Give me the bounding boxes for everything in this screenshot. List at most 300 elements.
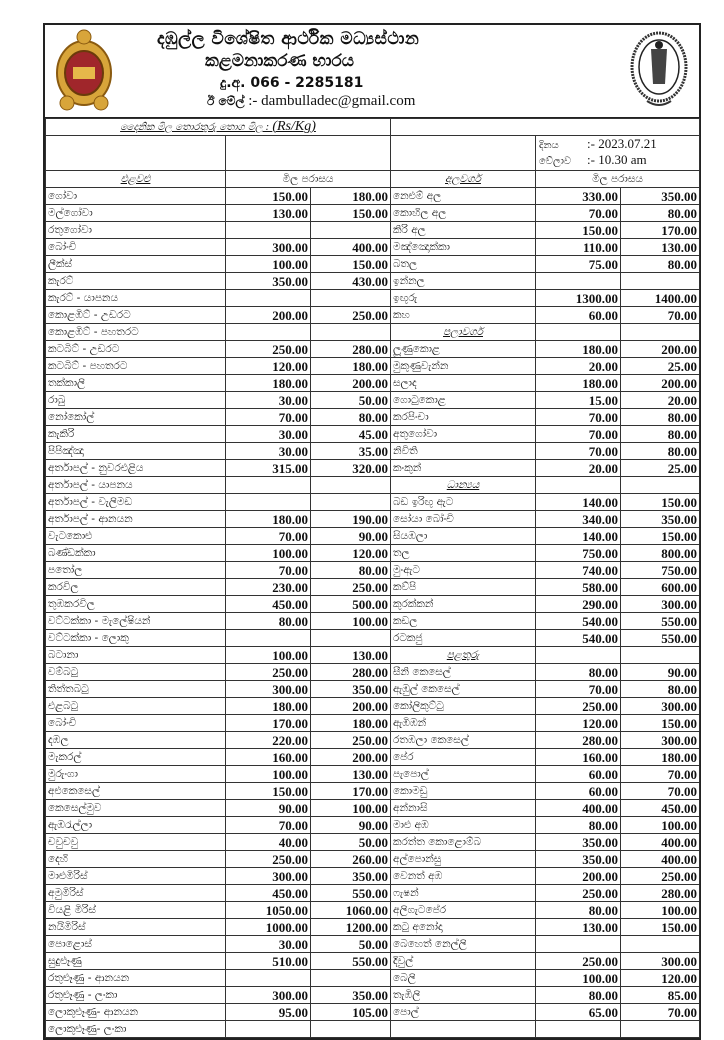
min-price: 300.00	[226, 681, 311, 698]
min-price: 120.00	[226, 358, 311, 375]
item-name: ඉන්නල	[391, 273, 536, 290]
table-row	[46, 647, 700, 664]
subtitle	[46, 119, 391, 136]
min-price: 140.00	[536, 494, 621, 511]
max-price: 180.00	[311, 188, 391, 205]
max-price: 300.00	[621, 732, 700, 749]
min-price: 740.00	[536, 562, 621, 579]
max-price: 150.00	[621, 919, 700, 936]
table-row	[46, 426, 700, 443]
item-name: මුරුංගා	[46, 766, 226, 783]
min-price	[226, 324, 311, 341]
max-price: 80.00	[621, 205, 700, 222]
table-row	[46, 919, 700, 936]
table-row	[46, 664, 700, 681]
max-price: 130.00	[621, 239, 700, 256]
letterhead	[45, 25, 699, 118]
min-price: 80.00	[536, 664, 621, 681]
table-row	[46, 681, 700, 698]
price-sheet	[43, 23, 701, 1040]
min-price: 1300.00	[536, 290, 621, 307]
max-price: 350.00	[621, 188, 700, 205]
min-price	[226, 1021, 311, 1038]
min-price	[226, 494, 311, 511]
min-price: 70.00	[226, 409, 311, 426]
item-name: කටු අනෝදා	[391, 919, 536, 936]
max-price: 45.00	[311, 426, 391, 443]
max-price: 250.00	[621, 868, 700, 885]
max-price: 250.00	[311, 307, 391, 324]
max-price: 400.00	[621, 834, 700, 851]
time-label: වේලාව	[539, 156, 572, 167]
item-name: අර්තාපල් - යාපනය	[46, 477, 226, 494]
max-price: 100.00	[311, 800, 391, 817]
min-price: 300.00	[226, 987, 311, 1004]
item-name: වට්ටක්කා - මැලේෂියන්	[46, 613, 226, 630]
date-value: :- 2023.07.21	[587, 136, 657, 151]
min-price: 60.00	[536, 307, 621, 324]
min-price: 30.00	[226, 392, 311, 409]
max-price: 400.00	[311, 239, 391, 256]
item-name: අර්තාපල් - නුවරඑළිය	[46, 460, 226, 477]
table-row	[46, 460, 700, 477]
blank-cell	[536, 477, 621, 494]
max-price: 450.00	[621, 800, 700, 817]
item-name: ලීක්ස්	[46, 256, 226, 273]
min-price: 330.00	[536, 188, 621, 205]
max-price: 50.00	[311, 936, 391, 953]
max-price: 350.00	[311, 868, 391, 885]
min-price: 250.00	[226, 341, 311, 358]
table-row	[46, 902, 700, 919]
left-category-header: එළවළු	[46, 171, 226, 188]
min-price: 1000.00	[226, 919, 311, 936]
min-price: 80.00	[536, 817, 621, 834]
min-price: 180.00	[536, 375, 621, 392]
right-category-header: අලවර්ග	[391, 171, 536, 188]
max-price: 80.00	[621, 409, 700, 426]
item-name: කැරට්	[46, 273, 226, 290]
item-name: මැකරල්	[46, 749, 226, 766]
min-price: 20.00	[536, 358, 621, 375]
max-price: 260.00	[311, 851, 391, 868]
item-name: ඇඹිඹන්	[391, 715, 536, 732]
max-price: 150.00	[311, 256, 391, 273]
item-name: කහ	[391, 307, 536, 324]
min-price: 140.00	[536, 528, 621, 545]
max-price: 280.00	[311, 664, 391, 681]
min-price: 80.00	[226, 613, 311, 630]
min-price: 110.00	[536, 239, 621, 256]
min-price	[536, 1021, 621, 1038]
item-name: මාළු අඹ	[391, 817, 536, 834]
min-price: 130.00	[226, 205, 311, 222]
max-price	[311, 477, 391, 494]
item-name: ලොකුළූණු- ආනයන	[46, 1004, 226, 1021]
min-price: 70.00	[536, 409, 621, 426]
max-price	[311, 970, 391, 987]
min-price: 30.00	[226, 936, 311, 953]
min-price: 350.00	[536, 834, 621, 851]
max-price: 550.00	[311, 953, 391, 970]
email-address: :- dambulladec@gmail.com	[248, 93, 416, 109]
max-price: 320.00	[311, 460, 391, 477]
max-price: 300.00	[621, 953, 700, 970]
min-price: 100.00	[226, 545, 311, 562]
item-name: මඤ්ඤොක්කා	[391, 239, 536, 256]
max-price	[311, 290, 391, 307]
table-row	[46, 290, 700, 307]
min-price: 300.00	[226, 868, 311, 885]
min-price: 70.00	[226, 562, 311, 579]
blank-cell	[536, 324, 621, 341]
table-row	[46, 307, 700, 324]
max-price	[311, 222, 391, 239]
min-price: 160.00	[536, 749, 621, 766]
date-label: දිනය	[539, 140, 559, 151]
max-price: 1060.00	[311, 902, 391, 919]
max-price: 105.00	[311, 1004, 391, 1021]
max-price: 150.00	[311, 205, 391, 222]
item-name: බෙහෙත් නෙල්ලි	[391, 936, 536, 953]
min-price: 290.00	[536, 596, 621, 613]
max-price: 430.00	[311, 273, 391, 290]
max-price: 800.00	[621, 545, 700, 562]
table-row	[46, 1021, 700, 1038]
item-name: වම්බටු	[46, 664, 226, 681]
table-row	[46, 494, 700, 511]
max-price: 600.00	[621, 579, 700, 596]
min-price: 60.00	[536, 783, 621, 800]
min-price: 180.00	[226, 375, 311, 392]
item-name: කැරට් - යාපනය	[46, 290, 226, 307]
item-name: බණ්ඩක්කා	[46, 545, 226, 562]
item-name: ඇඹරැල්ලා	[46, 817, 226, 834]
min-price: 510.00	[226, 953, 311, 970]
table-row	[46, 273, 700, 290]
max-price: 300.00	[621, 698, 700, 715]
sri-lanka-emblem-icon	[53, 27, 115, 113]
item-name: වැටකොළු	[46, 528, 226, 545]
min-price: 150.00	[226, 783, 311, 800]
min-price: 80.00	[536, 902, 621, 919]
item-name: අර්තාපල් - වැලිමඩ	[46, 494, 226, 511]
item-name: රටකජු	[391, 630, 536, 647]
table-row	[46, 851, 700, 868]
item-name: බඩ ඉරිඟු ඇට	[391, 494, 536, 511]
max-price: 280.00	[311, 341, 391, 358]
item-name: කොළඹිට් - පහතරට	[46, 324, 226, 341]
min-price: 280.00	[536, 732, 621, 749]
min-price: 120.00	[536, 715, 621, 732]
item-name: රතුළූණු - ආනයන	[46, 970, 226, 987]
min-price: 40.00	[226, 834, 311, 851]
right-price-header: මිල පරාසය	[536, 171, 700, 188]
min-price: 130.00	[536, 919, 621, 936]
email-line	[207, 93, 415, 110]
max-price: 80.00	[621, 256, 700, 273]
item-name: තැඹිලි	[391, 987, 536, 1004]
table-row	[46, 766, 700, 783]
item-name: කඩල	[391, 613, 536, 630]
min-price: 220.00	[226, 732, 311, 749]
item-name: මුංඇට	[391, 562, 536, 579]
item-name	[391, 1021, 536, 1038]
table-row	[46, 443, 700, 460]
phone-number: දු.අ. 066 - 2285181	[220, 75, 364, 91]
table-row	[46, 545, 700, 562]
min-price: 1050.00	[226, 902, 311, 919]
max-price: 170.00	[621, 222, 700, 239]
item-name: පතෝල	[46, 562, 226, 579]
table-row	[46, 885, 700, 902]
max-price: 130.00	[311, 647, 391, 664]
max-price	[311, 324, 391, 341]
min-price: 315.00	[226, 460, 311, 477]
org-name-line2: කළමනාකරණ භාරය	[205, 51, 354, 71]
item-name: බෝංචි	[46, 715, 226, 732]
max-price: 25.00	[621, 460, 700, 477]
item-name: කැකිරි	[46, 426, 226, 443]
max-price: 550.00	[621, 613, 700, 630]
max-price: 180.00	[311, 358, 391, 375]
subtitle-text: දෛනික මිල තොරතුරු තොග මිල :	[120, 122, 273, 133]
max-price: 70.00	[621, 766, 700, 783]
min-price: 80.00	[536, 987, 621, 1004]
item-name: රතුගෝවා	[46, 222, 226, 239]
min-price: 200.00	[226, 307, 311, 324]
blank-cell	[621, 477, 700, 494]
item-name: පොළොස්	[46, 936, 226, 953]
item-name: කරත්ත කොළොම්බ	[391, 834, 536, 851]
min-price: 100.00	[536, 970, 621, 987]
item-name: නිවිති	[391, 443, 536, 460]
table-row	[46, 1004, 700, 1021]
item-name: අමුමිරිස්	[46, 885, 226, 902]
min-price: 180.00	[226, 698, 311, 715]
max-price: 85.00	[621, 987, 700, 1004]
item-name: කරවිල	[46, 579, 226, 596]
min-price: 30.00	[226, 443, 311, 460]
min-price: 540.00	[536, 630, 621, 647]
min-price: 340.00	[536, 511, 621, 528]
table-row	[46, 749, 700, 766]
item-name: කිරි අල	[391, 222, 536, 239]
max-price: 70.00	[621, 1004, 700, 1021]
min-price: 70.00	[536, 205, 621, 222]
max-price: 200.00	[311, 698, 391, 715]
max-price: 400.00	[621, 851, 700, 868]
item-name: නයිමිරිස්	[46, 919, 226, 936]
min-price: 250.00	[536, 953, 621, 970]
item-name: රතඹලා කෙසෙල්	[391, 732, 536, 749]
min-price: 170.00	[226, 715, 311, 732]
item-name: තිත්තබටු	[46, 681, 226, 698]
org-name-line1: දඹුල්ල විශේෂිත ආර්ථික මධ්‍යස්ථාන	[157, 29, 420, 49]
table-row	[46, 477, 700, 494]
table-row	[46, 392, 700, 409]
blank-cell	[621, 324, 700, 341]
max-price: 170.00	[311, 783, 391, 800]
max-price: 550.00	[311, 885, 391, 902]
max-price: 100.00	[621, 817, 700, 834]
item-name: ලොකුළූණු- ලංකා	[46, 1021, 226, 1038]
item-name: වියළි මිරිස්	[46, 902, 226, 919]
max-price: 200.00	[311, 375, 391, 392]
max-price: 90.00	[311, 817, 391, 834]
table-row	[46, 562, 700, 579]
item-name: අළුකෙසෙල්	[46, 783, 226, 800]
price-table	[45, 118, 700, 1038]
item-name: කරපිංචා	[391, 409, 536, 426]
item-name: කෝලිකුට්ටු	[391, 698, 536, 715]
table-row	[46, 868, 700, 885]
min-price	[536, 273, 621, 290]
item-name: නෙළුම් අල	[391, 188, 536, 205]
item-name: පිපිඤ්ඤා	[46, 443, 226, 460]
item-name: බතල	[391, 256, 536, 273]
min-price: 70.00	[536, 443, 621, 460]
max-price: 80.00	[311, 562, 391, 579]
item-name: කටබිට් - උඩරට	[46, 341, 226, 358]
item-name: කටබිට් - පහතරට	[46, 358, 226, 375]
max-price: 550.00	[621, 630, 700, 647]
min-price	[226, 630, 311, 647]
blank-cell	[391, 136, 536, 171]
item-name: ඇඹුල් කෙසෙල්	[391, 681, 536, 698]
item-name: පොල්	[391, 1004, 536, 1021]
max-price: 120.00	[621, 970, 700, 987]
item-name: නෝකෝල්	[46, 409, 226, 426]
min-price: 75.00	[536, 256, 621, 273]
min-price: 90.00	[226, 800, 311, 817]
section-header: පලාවර්ග	[391, 324, 536, 341]
max-price: 150.00	[621, 528, 700, 545]
max-price	[311, 1021, 391, 1038]
min-price: 200.00	[536, 868, 621, 885]
min-price: 750.00	[536, 545, 621, 562]
item-name: කොමඩු	[391, 783, 536, 800]
table-row	[46, 341, 700, 358]
item-name: කංකුන්	[391, 460, 536, 477]
max-price: 80.00	[311, 409, 391, 426]
min-price: 100.00	[226, 766, 311, 783]
min-price: 250.00	[226, 664, 311, 681]
min-price: 400.00	[536, 800, 621, 817]
section-header: ධාන්‍යය	[391, 477, 536, 494]
max-price: 50.00	[311, 392, 391, 409]
item-name: වෙනත් අඹ	[391, 868, 536, 885]
item-name: දිවුල්	[391, 953, 536, 970]
min-price: 15.00	[536, 392, 621, 409]
item-name: බෙලි	[391, 970, 536, 987]
min-price: 95.00	[226, 1004, 311, 1021]
min-price: 70.00	[536, 426, 621, 443]
item-name: වට්ටක්කා - ලොකු	[46, 630, 226, 647]
table-row	[46, 800, 700, 817]
min-price: 250.00	[536, 698, 621, 715]
item-name: මාළුමිරිස්	[46, 868, 226, 885]
blank-cell	[391, 119, 700, 136]
max-price: 200.00	[311, 749, 391, 766]
table-row	[46, 239, 700, 256]
min-price: 70.00	[536, 681, 621, 698]
item-name: කොළඹිට් - උඩරට	[46, 307, 226, 324]
item-name: පේර	[391, 749, 536, 766]
table-row	[46, 358, 700, 375]
max-price: 150.00	[621, 715, 700, 732]
max-price: 20.00	[621, 392, 700, 409]
item-name: තල	[391, 545, 536, 562]
item-name: ඉඟුරු	[391, 290, 536, 307]
organization-seal-icon	[629, 29, 689, 109]
item-name: අන්නාසි	[391, 800, 536, 817]
item-name: ගොටුකොළ	[391, 392, 536, 409]
item-name: ගෝවා	[46, 188, 226, 205]
item-name: මල්ගෝවා	[46, 205, 226, 222]
min-price: 350.00	[226, 273, 311, 290]
item-name: සීනි කෙසෙල්	[391, 664, 536, 681]
min-price: 250.00	[536, 885, 621, 902]
item-name: අතුගෝවා	[391, 426, 536, 443]
max-price: 130.00	[311, 766, 391, 783]
table-row	[46, 698, 700, 715]
item-name: මුකුණුවැන්න	[391, 358, 536, 375]
table-row	[46, 188, 700, 205]
min-price	[226, 222, 311, 239]
max-price: 1400.00	[621, 290, 700, 307]
max-price: 250.00	[311, 732, 391, 749]
table-row	[46, 375, 700, 392]
min-price: 180.00	[536, 341, 621, 358]
item-name: සියඹලා	[391, 528, 536, 545]
min-price: 100.00	[226, 647, 311, 664]
max-price: 180.00	[621, 749, 700, 766]
max-price: 70.00	[621, 783, 700, 800]
min-price: 450.00	[226, 596, 311, 613]
table-row	[46, 528, 700, 545]
blank-cell	[536, 647, 621, 664]
max-price: 25.00	[621, 358, 700, 375]
min-price: 150.00	[536, 222, 621, 239]
blank-cell	[226, 136, 391, 171]
item-name: දෙහි	[46, 851, 226, 868]
min-price: 450.00	[226, 885, 311, 902]
min-price: 160.00	[226, 749, 311, 766]
table-row	[46, 715, 700, 732]
item-name: දඹල	[46, 732, 226, 749]
max-price: 180.00	[311, 715, 391, 732]
item-name: රාබු	[46, 392, 226, 409]
min-price: 300.00	[226, 239, 311, 256]
max-price: 80.00	[621, 681, 700, 698]
max-price: 190.00	[311, 511, 391, 528]
min-price	[226, 290, 311, 307]
item-name: ලූණුකොළ	[391, 341, 536, 358]
email-label: ඊ මේල්	[207, 94, 245, 108]
max-price: 350.00	[311, 987, 391, 1004]
item-name: බටානා	[46, 647, 226, 664]
blank-cell	[46, 136, 226, 171]
item-name: සුදුළූණු	[46, 953, 226, 970]
max-price: 100.00	[621, 902, 700, 919]
max-price: 350.00	[621, 511, 700, 528]
min-price: 70.00	[226, 817, 311, 834]
max-price	[621, 273, 700, 290]
min-price: 250.00	[226, 851, 311, 868]
blank-cell	[621, 647, 700, 664]
max-price: 80.00	[621, 426, 700, 443]
